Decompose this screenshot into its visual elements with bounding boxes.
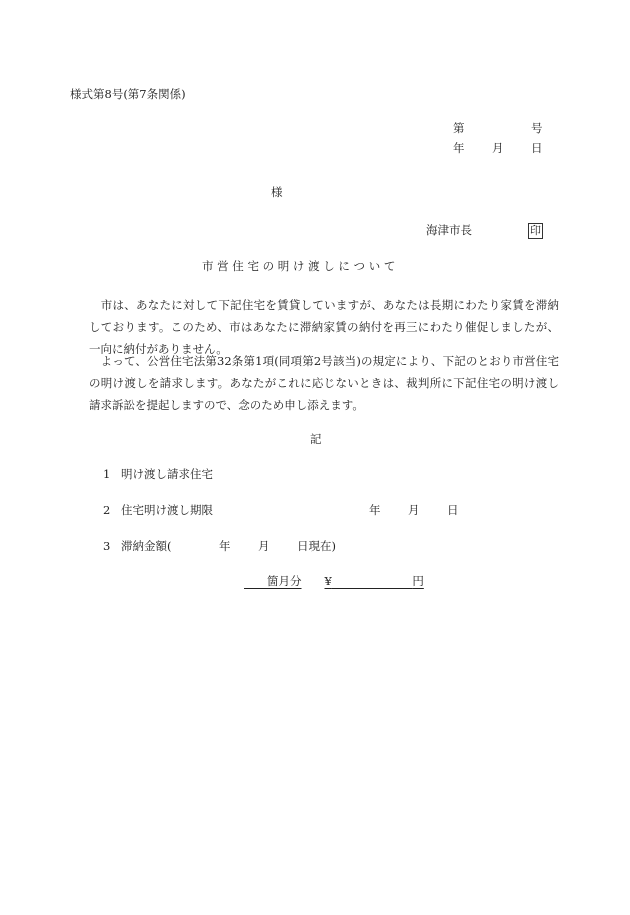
yen-sign: ¥ [324, 574, 332, 588]
date-day: 日 [531, 141, 543, 155]
item-2-label: 住宅明け渡し期限 [121, 503, 213, 517]
date-year: 年 [453, 141, 465, 155]
yen-label: 円 [412, 574, 424, 588]
number-suffix: 号 [531, 121, 543, 135]
item-3-label: 滞納金額( [121, 539, 172, 553]
months-label: 箇月分 [267, 574, 302, 588]
paragraph-2: よって、公営住宅法第32条第1項(同項第2号該当)の規定により、下記のとおり市営住宅の明け渡しを請求します。あなたがこれに応じないときは、裁判所に下記住宅の明け渡し請求訴訟を提起しますので、念のため申し添えます。 [89, 354, 559, 412]
seal-mark [528, 222, 543, 239]
item-1-label: 明け渡し請求住宅 [121, 467, 213, 481]
addressee-suffix: 様 [271, 185, 283, 199]
months-field [244, 574, 302, 588]
item-1-number: 1 [103, 467, 111, 481]
item-2-month: 月 [408, 503, 420, 517]
item-3-day-suffix: 日現在) [297, 539, 336, 553]
paragraph-1: 市は、あなたに対して下記住宅を賃貸していますが、あなたは長期にわたり家賃を滞納しております。このため、市はあなたに滞納家賃の納付を再三にわたり催促しましたが、一向に納付がありません。 [89, 298, 559, 356]
amount-line [244, 573, 424, 589]
seal-text: 印 [530, 224, 541, 237]
form-label: 様式第8号(第7条関係) [70, 87, 186, 101]
yen-field [325, 574, 424, 588]
item-2-day: 日 [447, 503, 459, 517]
document-title: 市 営 住 宅 の 明 け 渡 し に つ い て [202, 259, 396, 273]
item-2-number: 2 [103, 503, 111, 517]
item-3-month: 月 [258, 539, 270, 553]
date-month: 月 [492, 141, 504, 155]
number-prefix: 第 [453, 121, 465, 135]
item-3-number: 3 [103, 539, 111, 553]
ki-heading: 記 [310, 432, 322, 446]
item-3-year: 年 [219, 539, 231, 553]
sender-name: 海津市長 [426, 223, 472, 237]
item-2-year: 年 [369, 503, 381, 517]
